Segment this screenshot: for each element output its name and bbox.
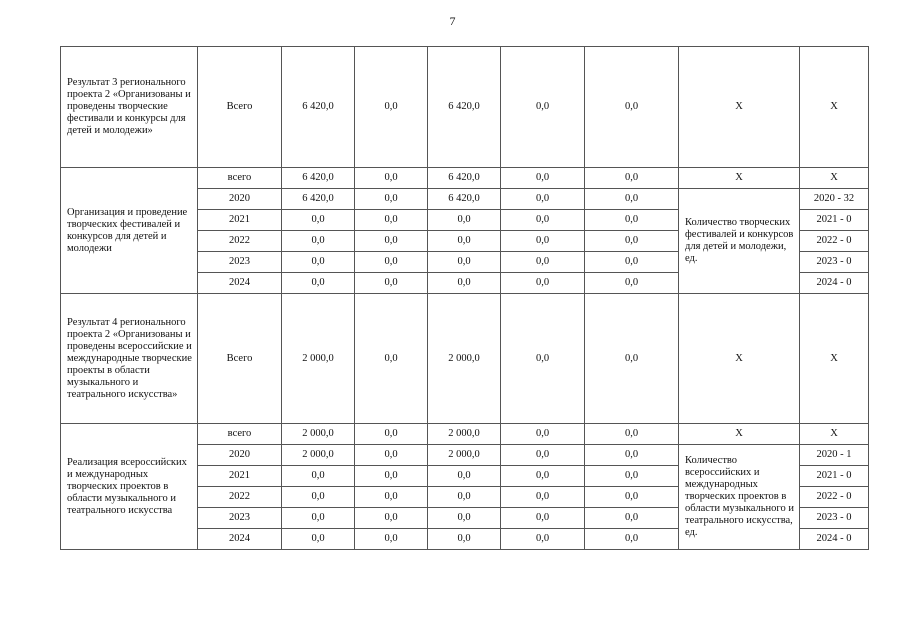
value-cell: 0,0 — [355, 210, 428, 231]
value-cell: 6 420,0 — [428, 189, 501, 210]
value-cell: 0,0 — [501, 294, 585, 424]
activity-name: Реализация всероссийских и международных творческих проектов в области музыкального и театрального искусства — [61, 424, 198, 550]
value-cell: 0,0 — [282, 487, 355, 508]
year-cell: 2020 — [198, 189, 282, 210]
value-cell: 0,0 — [501, 445, 585, 466]
year-cell: 2023 — [198, 252, 282, 273]
value-cell: 0,0 — [355, 47, 428, 168]
value-cell: 0,0 — [585, 294, 679, 424]
value-cell: 0,0 — [501, 47, 585, 168]
page-number: 7 — [449, 14, 456, 28]
value-cell: 0,0 — [501, 529, 585, 550]
value-cell: 0,0 — [428, 508, 501, 529]
value-cell: 0,0 — [282, 508, 355, 529]
indicator-cell: Х — [679, 47, 800, 168]
year-cell: Всего — [198, 294, 282, 424]
value-cell: 0,0 — [585, 231, 679, 252]
year-cell: Всего — [198, 47, 282, 168]
target-cell: 2020 - 32 — [800, 189, 869, 210]
value-cell: 0,0 — [501, 252, 585, 273]
value-cell: 0,0 — [585, 466, 679, 487]
value-cell: 2 000,0 — [428, 424, 501, 445]
value-cell: 2 000,0 — [428, 445, 501, 466]
year-cell: 2021 — [198, 210, 282, 231]
value-cell: 0,0 — [428, 273, 501, 294]
value-cell: 0,0 — [501, 210, 585, 231]
value-cell: 0,0 — [585, 168, 679, 189]
value-cell: 0,0 — [282, 529, 355, 550]
target-cell: 2022 - 0 — [800, 231, 869, 252]
result-name: Результат 4 регионального проекта 2 «Организованы и проведены всероссийские и международные творческие проекты в области музыкального и театрального искусства» — [61, 294, 198, 424]
indicator-cell: Х — [679, 294, 800, 424]
indicator-cell: Х — [679, 424, 800, 445]
value-cell: 2 000,0 — [282, 294, 355, 424]
year-cell: 2020 — [198, 445, 282, 466]
target-cell: 2021 - 0 — [800, 210, 869, 231]
value-cell: 0,0 — [585, 424, 679, 445]
table-body — [61, 47, 869, 550]
value-cell: 0,0 — [282, 466, 355, 487]
value-cell: 0,0 — [428, 487, 501, 508]
value-cell: 0,0 — [355, 273, 428, 294]
value-cell: 0,0 — [585, 445, 679, 466]
value-cell: 0,0 — [355, 252, 428, 273]
value-cell: 0,0 — [355, 487, 428, 508]
value-cell: 0,0 — [585, 252, 679, 273]
target-cell: 2021 - 0 — [800, 466, 869, 487]
value-cell: 0,0 — [501, 189, 585, 210]
result-row — [61, 47, 869, 168]
year-cell: всего — [198, 424, 282, 445]
target-cell: 2023 - 0 — [800, 508, 869, 529]
target-cell: Х — [800, 168, 869, 189]
target-cell: Х — [800, 47, 869, 168]
target-cell: 2020 - 1 — [800, 445, 869, 466]
year-cell: 2022 — [198, 231, 282, 252]
value-cell: 6 420,0 — [282, 168, 355, 189]
value-cell: 2 000,0 — [282, 445, 355, 466]
indicator-cell: Количество всероссийских и международных творческих проектов в области музыкального и театрального искусства, ед. — [679, 445, 800, 550]
target-cell: Х — [800, 424, 869, 445]
value-cell: 6 420,0 — [428, 47, 501, 168]
budget-table — [60, 46, 869, 550]
value-cell: 0,0 — [355, 168, 428, 189]
year-cell: 2021 — [198, 466, 282, 487]
target-cell: 2024 - 0 — [800, 273, 869, 294]
value-cell: 0,0 — [355, 424, 428, 445]
indicator-cell: Количество творческих фестивалей и конкурсов для детей и молодежи, ед. — [679, 189, 800, 294]
value-cell: 0,0 — [501, 424, 585, 445]
value-cell: 0,0 — [428, 231, 501, 252]
value-cell: 0,0 — [355, 445, 428, 466]
value-cell: 0,0 — [585, 47, 679, 168]
value-cell: 0,0 — [282, 210, 355, 231]
value-cell: 0,0 — [501, 466, 585, 487]
value-cell: 2 000,0 — [282, 424, 355, 445]
result-row — [61, 294, 869, 424]
activity-total-row — [61, 424, 869, 445]
value-cell: 0,0 — [501, 168, 585, 189]
value-cell: 0,0 — [501, 508, 585, 529]
value-cell: 0,0 — [501, 231, 585, 252]
value-cell: 0,0 — [282, 273, 355, 294]
value-cell: 0,0 — [428, 252, 501, 273]
value-cell: 0,0 — [355, 231, 428, 252]
value-cell: 0,0 — [585, 189, 679, 210]
value-cell: 0,0 — [501, 487, 585, 508]
value-cell: 6 420,0 — [282, 47, 355, 168]
value-cell: 0,0 — [282, 231, 355, 252]
value-cell: 0,0 — [355, 294, 428, 424]
value-cell: 0,0 — [428, 466, 501, 487]
result-name: Результат 3 регионального проекта 2 «Организованы и проведены творческие фестивали и конкурсы для детей и молодежи» — [61, 47, 198, 168]
value-cell: 0,0 — [428, 529, 501, 550]
value-cell: 0,0 — [585, 529, 679, 550]
value-cell: 0,0 — [428, 210, 501, 231]
target-cell: Х — [800, 294, 869, 424]
value-cell: 0,0 — [355, 189, 428, 210]
value-cell: 6 420,0 — [282, 189, 355, 210]
value-cell: 6 420,0 — [428, 168, 501, 189]
target-cell: 2023 - 0 — [800, 252, 869, 273]
value-cell: 0,0 — [585, 273, 679, 294]
value-cell: 0,0 — [355, 529, 428, 550]
indicator-cell: Х — [679, 168, 800, 189]
value-cell: 0,0 — [585, 508, 679, 529]
year-cell: 2024 — [198, 529, 282, 550]
value-cell: 0,0 — [585, 487, 679, 508]
value-cell: 2 000,0 — [428, 294, 501, 424]
value-cell: 0,0 — [282, 252, 355, 273]
activity-name: Организация и проведение творческих фестивалей и конкурсов для детей и молодежи — [61, 168, 198, 294]
value-cell: 0,0 — [355, 508, 428, 529]
target-cell: 2024 - 0 — [800, 529, 869, 550]
year-cell: всего — [198, 168, 282, 189]
value-cell: 0,0 — [585, 210, 679, 231]
value-cell: 0,0 — [355, 466, 428, 487]
year-cell: 2022 — [198, 487, 282, 508]
year-cell: 2023 — [198, 508, 282, 529]
activity-total-row — [61, 168, 869, 189]
value-cell: 0,0 — [501, 273, 585, 294]
year-cell: 2024 — [198, 273, 282, 294]
target-cell: 2022 - 0 — [800, 487, 869, 508]
